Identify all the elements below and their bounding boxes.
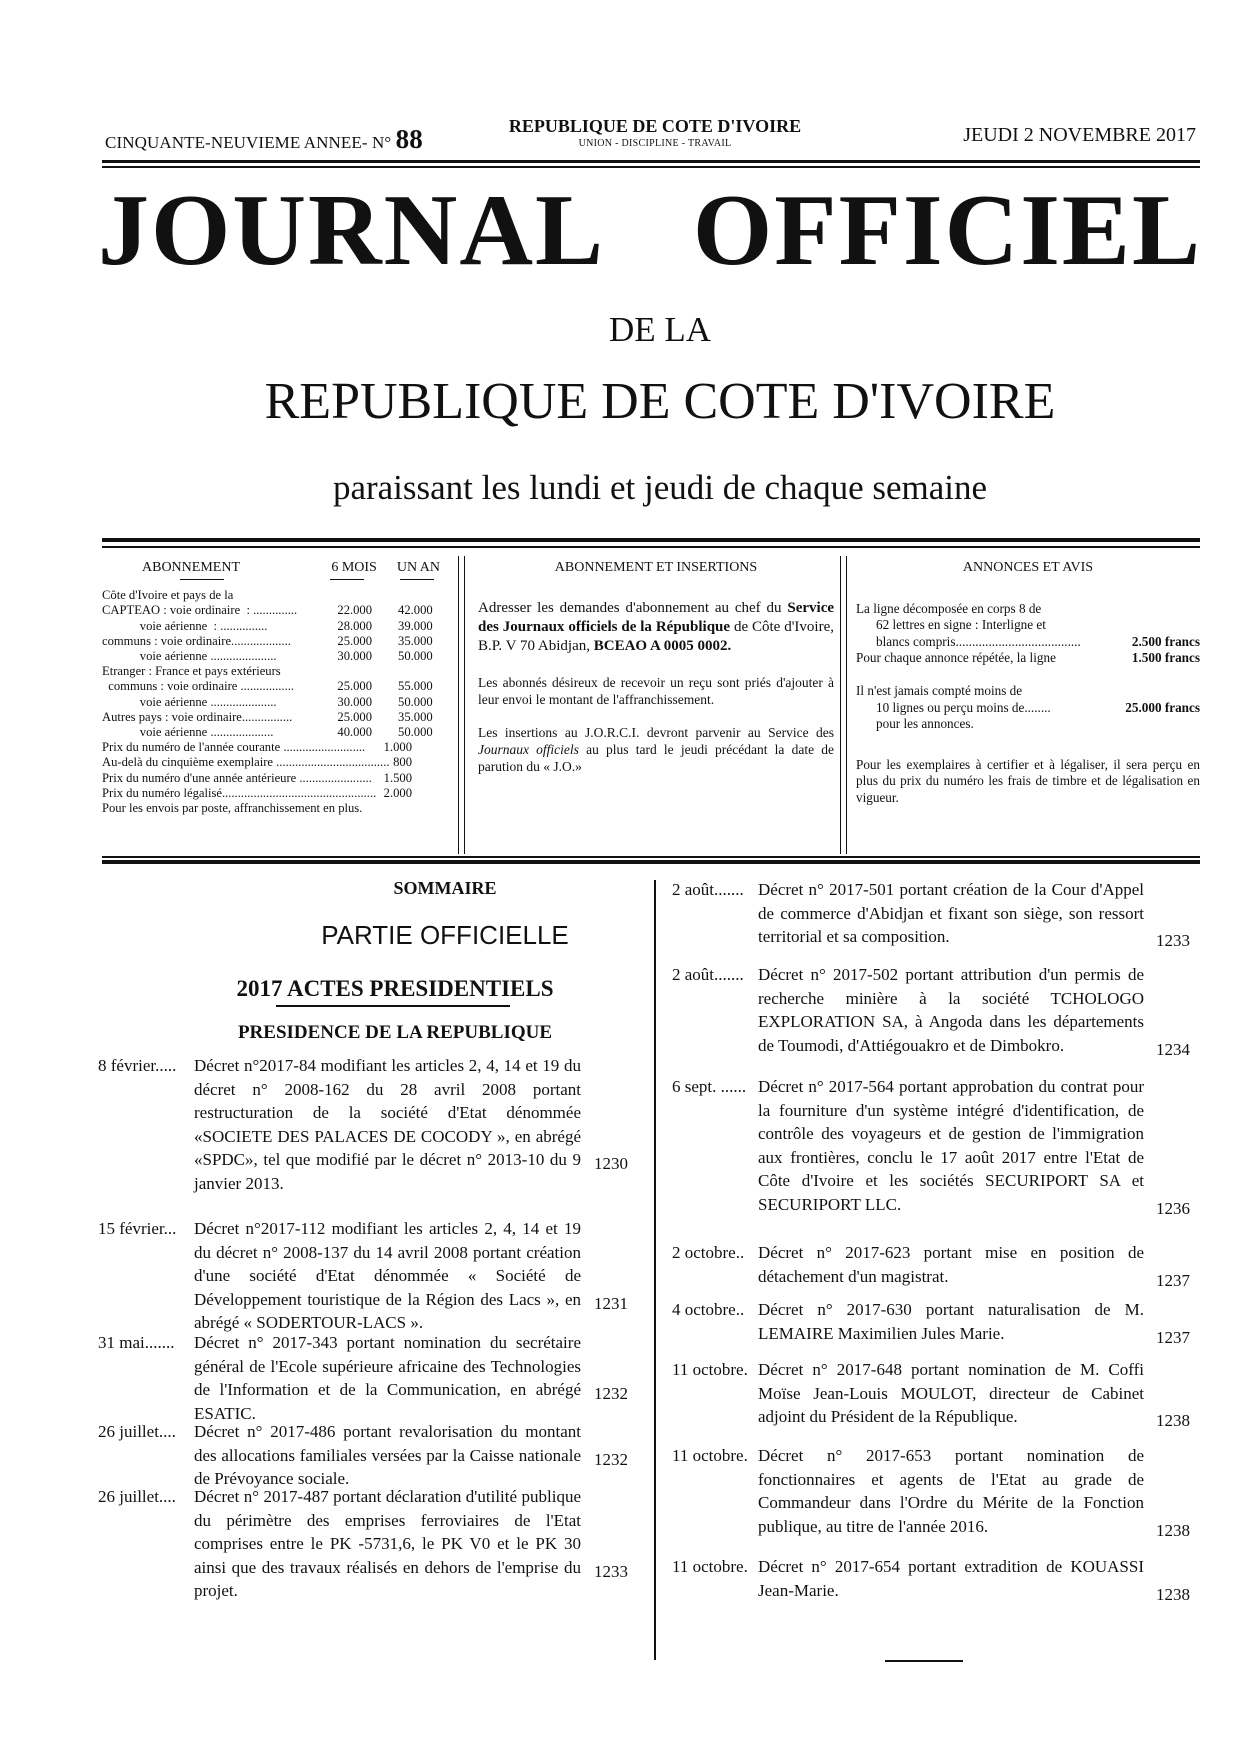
- abonnement-row-unan: 50.000: [398, 694, 433, 709]
- partie-officielle-title: PARTIE OFFICIELLE: [321, 920, 569, 950]
- abonnement-prix-line: [102, 755, 412, 770]
- abonnement-header-dashes: [102, 577, 442, 581]
- entry-text: Décret n° 2017-623 portant mise en position de détachement d'un magistrat.: [758, 1243, 1144, 1286]
- masthead-republique: REPUBLIQUE DE COTE D'IVOIRE: [264, 373, 1056, 430]
- abonnement-row-6mois: 28.000: [337, 618, 373, 633]
- entry-text: Décret n° 2017-630 portant naturalisation de M. LEMAIRE Maximilien Jules Marie.: [758, 1300, 1144, 1343]
- entry-date: 31 mai.......: [98, 1333, 175, 1352]
- annonces-v6: 25.000 francs: [1125, 699, 1200, 715]
- header-rule-thick: [102, 160, 1200, 163]
- abonnement-row-unan: 50.000: [398, 648, 433, 663]
- abonnement-prix-label: Prix du numéro de l'année courante ..........................: [102, 740, 366, 755]
- insertions-p1-adresse: de Côte d'Ivoire, B.P. V 70 Abidjan,: [478, 618, 834, 654]
- annonces-l4: Pour chaque annonce répétée, la ligne: [856, 650, 1056, 666]
- abonnement-box: [102, 560, 442, 852]
- presidence-title: PRESIDENCE DE LA REPUBLIQUE: [237, 1022, 553, 1043]
- abonnement-row-6mois: [330, 588, 378, 603]
- abonnement-row-6mois: 25.000: [337, 709, 373, 724]
- abonnement-row-label: CAPTEAO : voie ordinaire : ..............: [102, 603, 298, 618]
- insertions-p1: [478, 599, 834, 656]
- abonnement-table: [102, 588, 442, 740]
- numero-text: 88: [395, 124, 423, 154]
- annonces-title-wrap: [856, 560, 1200, 577]
- abonnement-row-6mois: 30.000: [337, 648, 373, 663]
- annonces-l2: 62 lettres en signe : Interligne et: [876, 617, 1046, 633]
- abonnement-row-unan: 50.000: [398, 724, 433, 739]
- annonces-row-repetee: [856, 650, 1200, 667]
- abonnement-prix-value: 800: [393, 755, 412, 770]
- abonnement-row-label: communs : voie ordinaire...................: [102, 633, 291, 648]
- entry-page-number: 1237: [1156, 1327, 1190, 1347]
- entry-page-number: 1234: [1156, 1039, 1190, 1059]
- abonnement-row-unan: 35.000: [398, 709, 433, 724]
- entry-text: Décret n° 2017-486 portant revalorisation du montant des allocations familiales versées par la Caisse nationale de Prévoyance sociale.: [194, 1422, 581, 1488]
- insertions-p1-pre: Adresser les demandes d'abonnement au chef du: [478, 599, 782, 616]
- entry-date: 2 août.......: [672, 965, 744, 984]
- abonnement-row-label: communs : voie ordinaire .................: [102, 679, 295, 694]
- insertions-p2: Les abonnés désireux de recevoir un reçu sont priés d'ajouter à leur envoi le montant de l'affranchissement.: [478, 674, 834, 707]
- annonces-tarifs: [856, 601, 1200, 733]
- abonnement-row-unan: 35.000: [398, 633, 433, 648]
- masthead-word-journal: JOURNAL: [98, 174, 606, 287]
- entry-text: Décret n°2017-112 modifiant les articles 2, 4, 14 et 19 du décret n° 2008-137 du 14 avril 2008 portant création d'une société d'Etat dénommée « Société de Développement touristique de la Région des Lacs », en abrégé « SODERTOUR-LACS ».: [194, 1219, 581, 1332]
- box-separator-2: [840, 556, 847, 854]
- abonnement-row-label: Autres pays : voie ordinaire................: [102, 709, 293, 724]
- header-rule-thin: [102, 166, 1200, 168]
- entry-page-number: 1238: [1156, 1584, 1190, 1604]
- end-rule: [885, 1660, 963, 1662]
- entry-page-number: 1232: [594, 1449, 628, 1469]
- box-top-rule-thick: [102, 538, 1200, 542]
- box-separator-1: [458, 556, 465, 854]
- abonnement-row: [102, 603, 442, 618]
- abonnement-col-unan: UN AN: [396, 560, 440, 575]
- abonnement-row: [102, 710, 442, 725]
- abonnement-row-label: Côte d'Ivoire et pays de la: [102, 588, 234, 603]
- masthead-de-la: DE LA: [608, 310, 712, 349]
- issue-date: JEUDI 2 NOVEMBRE 2017: [963, 124, 1196, 146]
- insertions-p3-post: au plus tard le jeudi précédant la date de parution du « J.O.»: [478, 741, 835, 774]
- sommaire-title: SOMMAIRE: [393, 878, 497, 898]
- abonnement-row-6mois: [330, 664, 378, 679]
- entry-page-number: 1236: [1156, 1198, 1190, 1218]
- insertions-title: ABONNEMENT ET INSERTIONS: [554, 560, 758, 575]
- insertions-p1-bceao: BCEAO A 0005 0002.: [593, 637, 732, 654]
- abonnement-prix-line: [102, 740, 412, 755]
- entry-date: 15 février...: [98, 1219, 177, 1238]
- entry-text: Décret n° 2017-564 portant approbation du contrat pour la fourniture d'un système intégré d'identification, de contrôle des voyageurs et de gestion de l'immigration aux frontières, conclu le 17 août 2017 entre l'Etat de Côte d'Ivoire et les sociétés SECURIPORT SA et SECURIPORT LLC.: [758, 1077, 1144, 1214]
- insertions-p3-pre: Les insertions au J.O.R.C.I. devront parvenir au Service des: [478, 724, 834, 740]
- entry-page-number: 1233: [1156, 931, 1190, 950]
- masthead-title: [98, 176, 1202, 286]
- entry-date: 2 août.......: [672, 880, 744, 899]
- entry-text: Décret n° 2017-648 portant nomination de M. Coffi Moïse Jean-Louis MOULOT, directeur de Cabinet adjoint du Président de la République.: [758, 1360, 1144, 1426]
- column-separator: [654, 880, 656, 1660]
- abonnement-prix-value: 1.000: [383, 740, 412, 755]
- abonnement-header: [102, 560, 442, 577]
- entry-text: Décret n° 2017-501 portant création de la Cour d'Appel de commerce d'Abidjan et fixant son siège, son ressort territorial et sa composition.: [758, 880, 1144, 946]
- annonces-row-ligne: [856, 634, 1200, 651]
- entry-page-number: 1232: [594, 1384, 628, 1403]
- abonnement-prix-line: [102, 786, 412, 801]
- abonnement-title: ABONNEMENT: [142, 560, 240, 575]
- entry-date: 2 octobre..: [672, 1243, 745, 1262]
- abonnement-row-label: voie aérienne .....................: [102, 694, 277, 709]
- entry-date: 11 octobre.: [672, 1557, 748, 1576]
- entry-date: 11 octobre.: [672, 1446, 748, 1465]
- abonnement-row-label: voie aérienne ....................: [102, 724, 274, 739]
- annonces-row-minimum: [856, 700, 1200, 717]
- entry-date: 4 octobre..: [672, 1300, 745, 1319]
- annonces-v3: 2.500 francs: [1131, 633, 1200, 649]
- abonnement-row-unan: 39.000: [398, 618, 433, 633]
- abonnement-row: [102, 588, 442, 603]
- insertions-p1-service: Service des Journaux officiels de la République: [478, 599, 835, 635]
- abonnement-prix-line: [102, 771, 412, 786]
- abonnement-row: [102, 649, 442, 664]
- annonces-l7: pour les annonces.: [876, 716, 974, 732]
- abonnement-row-unan: 55.000: [398, 679, 433, 694]
- entry-page-number: 1233: [594, 1561, 628, 1581]
- entry-text: Décret n° 2017-343 portant nomination du secrétaire général de l'Ecole supérieure africaine des Technologies de l'Information et de la Communication, en abrégé ESATIC.: [194, 1333, 581, 1423]
- box-bottom-rule-thin: [102, 856, 1200, 858]
- annonces-box: [856, 560, 1200, 852]
- abonnement-row: [102, 619, 442, 634]
- annonces-legalisation: Pour les exemplaires à certifier et à légaliser, il sera perçu en plus du prix du numéro les frais de timbre et de légalisation en vigueur.: [856, 756, 1200, 805]
- abonnement-row-unan: 42.000: [398, 603, 433, 618]
- entry-page-number: 1231: [594, 1293, 628, 1313]
- actes-presidentiels-title: 2017 ACTES PRESIDENTIELS: [236, 976, 554, 1001]
- abonnement-row-6mois: 25.000: [337, 679, 373, 694]
- abonnement-row-6mois: 25.000: [337, 633, 373, 648]
- abonnement-row: [102, 679, 442, 694]
- abonnement-prix-label: Au-delà du cinquième exemplaire ....................................: [102, 755, 390, 770]
- abonnement-row-6mois: 40.000: [337, 724, 373, 739]
- abonnement-row-unan: [378, 588, 442, 603]
- header-republique-text: REPUBLIQUE DE COTE D'IVOIRE: [508, 116, 802, 136]
- entry-text: Décret n° 2017-487 portant déclaration d'utilité publique du périmètre des emprises ferroviaires de l'Etat comprises entre le PK -5731,6, le PK V0 et le PK 30 ainsi que des travaux réalisés en dehors de l'emprise du projet.: [194, 1487, 581, 1600]
- box-top-rule-thin: [102, 546, 1200, 548]
- masthead-periodicite: paraissant les lundi et jeudi de chaque semaine: [332, 468, 988, 507]
- entry-text: Décret n°2017-84 modifiant les articles 2, 4, 14 et 19 du décret n° 2008-162 du 28 avril 2008 portant restructuration de la société d'Etat dénommée «SOCIETE DES PALACES DE COCODY », en abrégé «SPDC», tel que modifié par le décret n° 2013-10 du 9 janvier 2013.: [194, 1056, 581, 1193]
- abonnement-row: [102, 695, 442, 710]
- abonnement-row-6mois: 22.000: [337, 603, 373, 618]
- entry-text: Décret n° 2017-654 portant extradition de KOUASSI Jean-Marie.: [758, 1557, 1144, 1600]
- abonnement-prix-label: Prix du numéro légalisé.................................................: [102, 785, 377, 800]
- entry-text: Décret n° 2017-502 portant attribution d'un permis de recherche minière à la société TCHOLOGO EXPLORATION SA, à Angoda dans les départements de Toumodi, d'Attiégouakro et de Dimbokro.: [758, 965, 1144, 1055]
- abonnement-prix-value: 1.500: [383, 770, 412, 785]
- insertions-box: [478, 560, 834, 852]
- annonces-v4: 1.500 francs: [1131, 650, 1200, 666]
- insertions-p3: [478, 724, 834, 775]
- entry-date: 8 février.....: [98, 1056, 177, 1075]
- abonnement-footer: Pour les envois par poste, affranchissement en plus.: [102, 800, 363, 815]
- entry-text: Décret n° 2017-653 portant nomination de fonctionnaires et agents de l'Etat au grade de Commandeur dans l'Ordre du Mérite de la Fonction publique, au titre de l'année 2016.: [758, 1446, 1144, 1536]
- annee-text: CINQUANTE-NEUVIEME ANNEE- N°: [105, 133, 392, 152]
- annonces-l1: La ligne décomposée en corps 8 de: [856, 600, 1042, 616]
- entry-page-number: 1230: [594, 1154, 628, 1173]
- abonnement-prix-label: Prix du numéro d'une année antérieure .......................: [102, 770, 372, 785]
- entry-page-number: 1237: [1156, 1270, 1190, 1290]
- abonnement-row-label: voie aérienne : ...............: [102, 618, 268, 633]
- entry-date: 26 juillet....: [98, 1422, 176, 1441]
- annonces-l6: 10 lignes ou perçu moins de........: [876, 699, 1051, 715]
- header-devise: UNION - DISCIPLINE - TRAVAIL: [578, 138, 732, 149]
- abonnement-prix-lines: [102, 740, 442, 801]
- entry-date: 11 octobre.: [672, 1360, 748, 1379]
- entry-page-number: 1238: [1156, 1411, 1190, 1430]
- abonnement-col-6mois: 6 MOIS: [331, 560, 377, 575]
- entry-page-number: 1238: [1156, 1520, 1190, 1540]
- insertions-p3-journaux: Journaux officiels: [478, 741, 579, 757]
- issue-number: [105, 124, 423, 155]
- annonces-l5: Il n'est jamais compté moins de: [856, 682, 1023, 698]
- abonnement-row-label: Etranger : France et pays extérieurs: [102, 664, 281, 679]
- abonnement-row-unan: [378, 664, 442, 679]
- abonnement-row-label: voie aérienne .....................: [102, 648, 277, 663]
- annonces-l3: blancs compris......................................: [876, 633, 1081, 649]
- abonnement-row: [102, 634, 442, 649]
- abonnement-row: [102, 725, 442, 740]
- box-bottom-rule-thick: [102, 860, 1200, 864]
- entry-date: 26 juillet....: [98, 1487, 176, 1506]
- annonces-title: ANNONCES ET AVIS: [962, 560, 1094, 575]
- abonnement-row: [102, 664, 442, 679]
- header-republique: [475, 116, 835, 149]
- entry-date: 6 sept. ......: [672, 1077, 747, 1096]
- abonnement-row-6mois: 30.000: [337, 694, 373, 709]
- abonnement-prix-value: 2.000: [383, 785, 412, 800]
- actes-underline: [276, 1005, 510, 1007]
- masthead-word-officiel: OFFICIEL: [692, 174, 1202, 287]
